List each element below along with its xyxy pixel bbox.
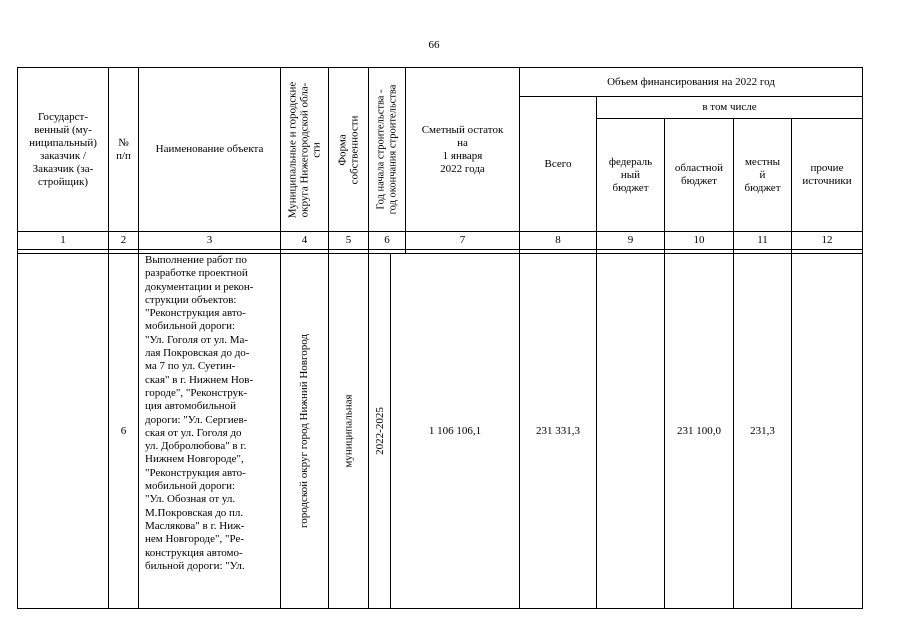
row-municipality: городской округ город Нижний Новгород [298,333,311,529]
table-border-bottom [17,608,862,609]
row-total: 231 331,3 [536,424,580,437]
row-regional: 231 100,0 [677,424,721,437]
page-number: 66 [428,39,440,51]
header-customer: Государст- венный (му- ниципальный) заказчик / Заказчик (за- стройщик) [29,110,97,188]
row-estimate-balance: 1 106 106,1 [428,424,482,437]
column-number: 6 [384,234,390,246]
header-municipality: Муниципальные и городские округа Нижегородской обла- сти [286,81,323,218]
row-federal [597,254,664,608]
header-years: Год начала строительства - год окончания строительства [375,84,399,215]
row-number: 6 [120,424,127,437]
object-name-text: Выполнение работ по разработке проектной документации и рекон- струкции объектов: "Реконструкция авто- мобильной дороги: "Ул. Гоголя от ул. Ма- лая Покровская до до- ма 7 по ул. Суетин- ская" в г. Нижнем Нов- городе", "Реконструк- ция автомобильной дороги: "Ул. Сергиев- ская от ул. Гоголя до ул. Добролюбова" в г. Нижнем Новгороде", "Реконструкция авто- мобильной дороги: "Ул. Обозная от ул. М.Покровская до пл. Маслякова" в г. Ниж- нем Новгороде", "Ре- конструкция автомо- бильной дороги: "Ул. [145,254,254,572]
column-number: 4 [301,234,308,246]
row-other [792,254,862,608]
column-number: 2 [120,234,127,246]
column-number: 10 [693,234,705,246]
table-border-right [862,67,863,609]
header-estimate-balance: Сметный остаток на 1 января 2022 года [421,123,504,175]
header-financing-title: Объем финансирования на 2022 год [607,75,775,88]
column-number: 8 [555,234,561,246]
header-local: местны й бюджет [744,155,781,194]
row-local: 231,3 [750,424,775,437]
table-line-numbers-bottom [17,249,862,250]
column-number: 9 [627,234,634,246]
header-other: прочие источники [802,162,852,187]
header-federal: федераль ный бюджет [608,155,653,194]
column-number: 5 [345,234,352,246]
column-number: 1 [60,234,66,246]
header-including: в том числе [702,101,757,113]
column-number: 12 [821,234,833,246]
column-number: 7 [459,234,466,246]
column-number: 11 [757,234,768,246]
header-regional: областной бюджет [674,162,724,187]
column-number: 3 [206,234,213,246]
row-ownership: муниципальная [342,394,355,468]
row-years: 2022-2025 [373,407,386,455]
header-row-no: № п/п [116,136,131,162]
header-object-name: Наименование объекта [155,143,264,155]
header-ownership: Форма собственности [336,115,361,184]
header-total: Всего [544,157,572,170]
